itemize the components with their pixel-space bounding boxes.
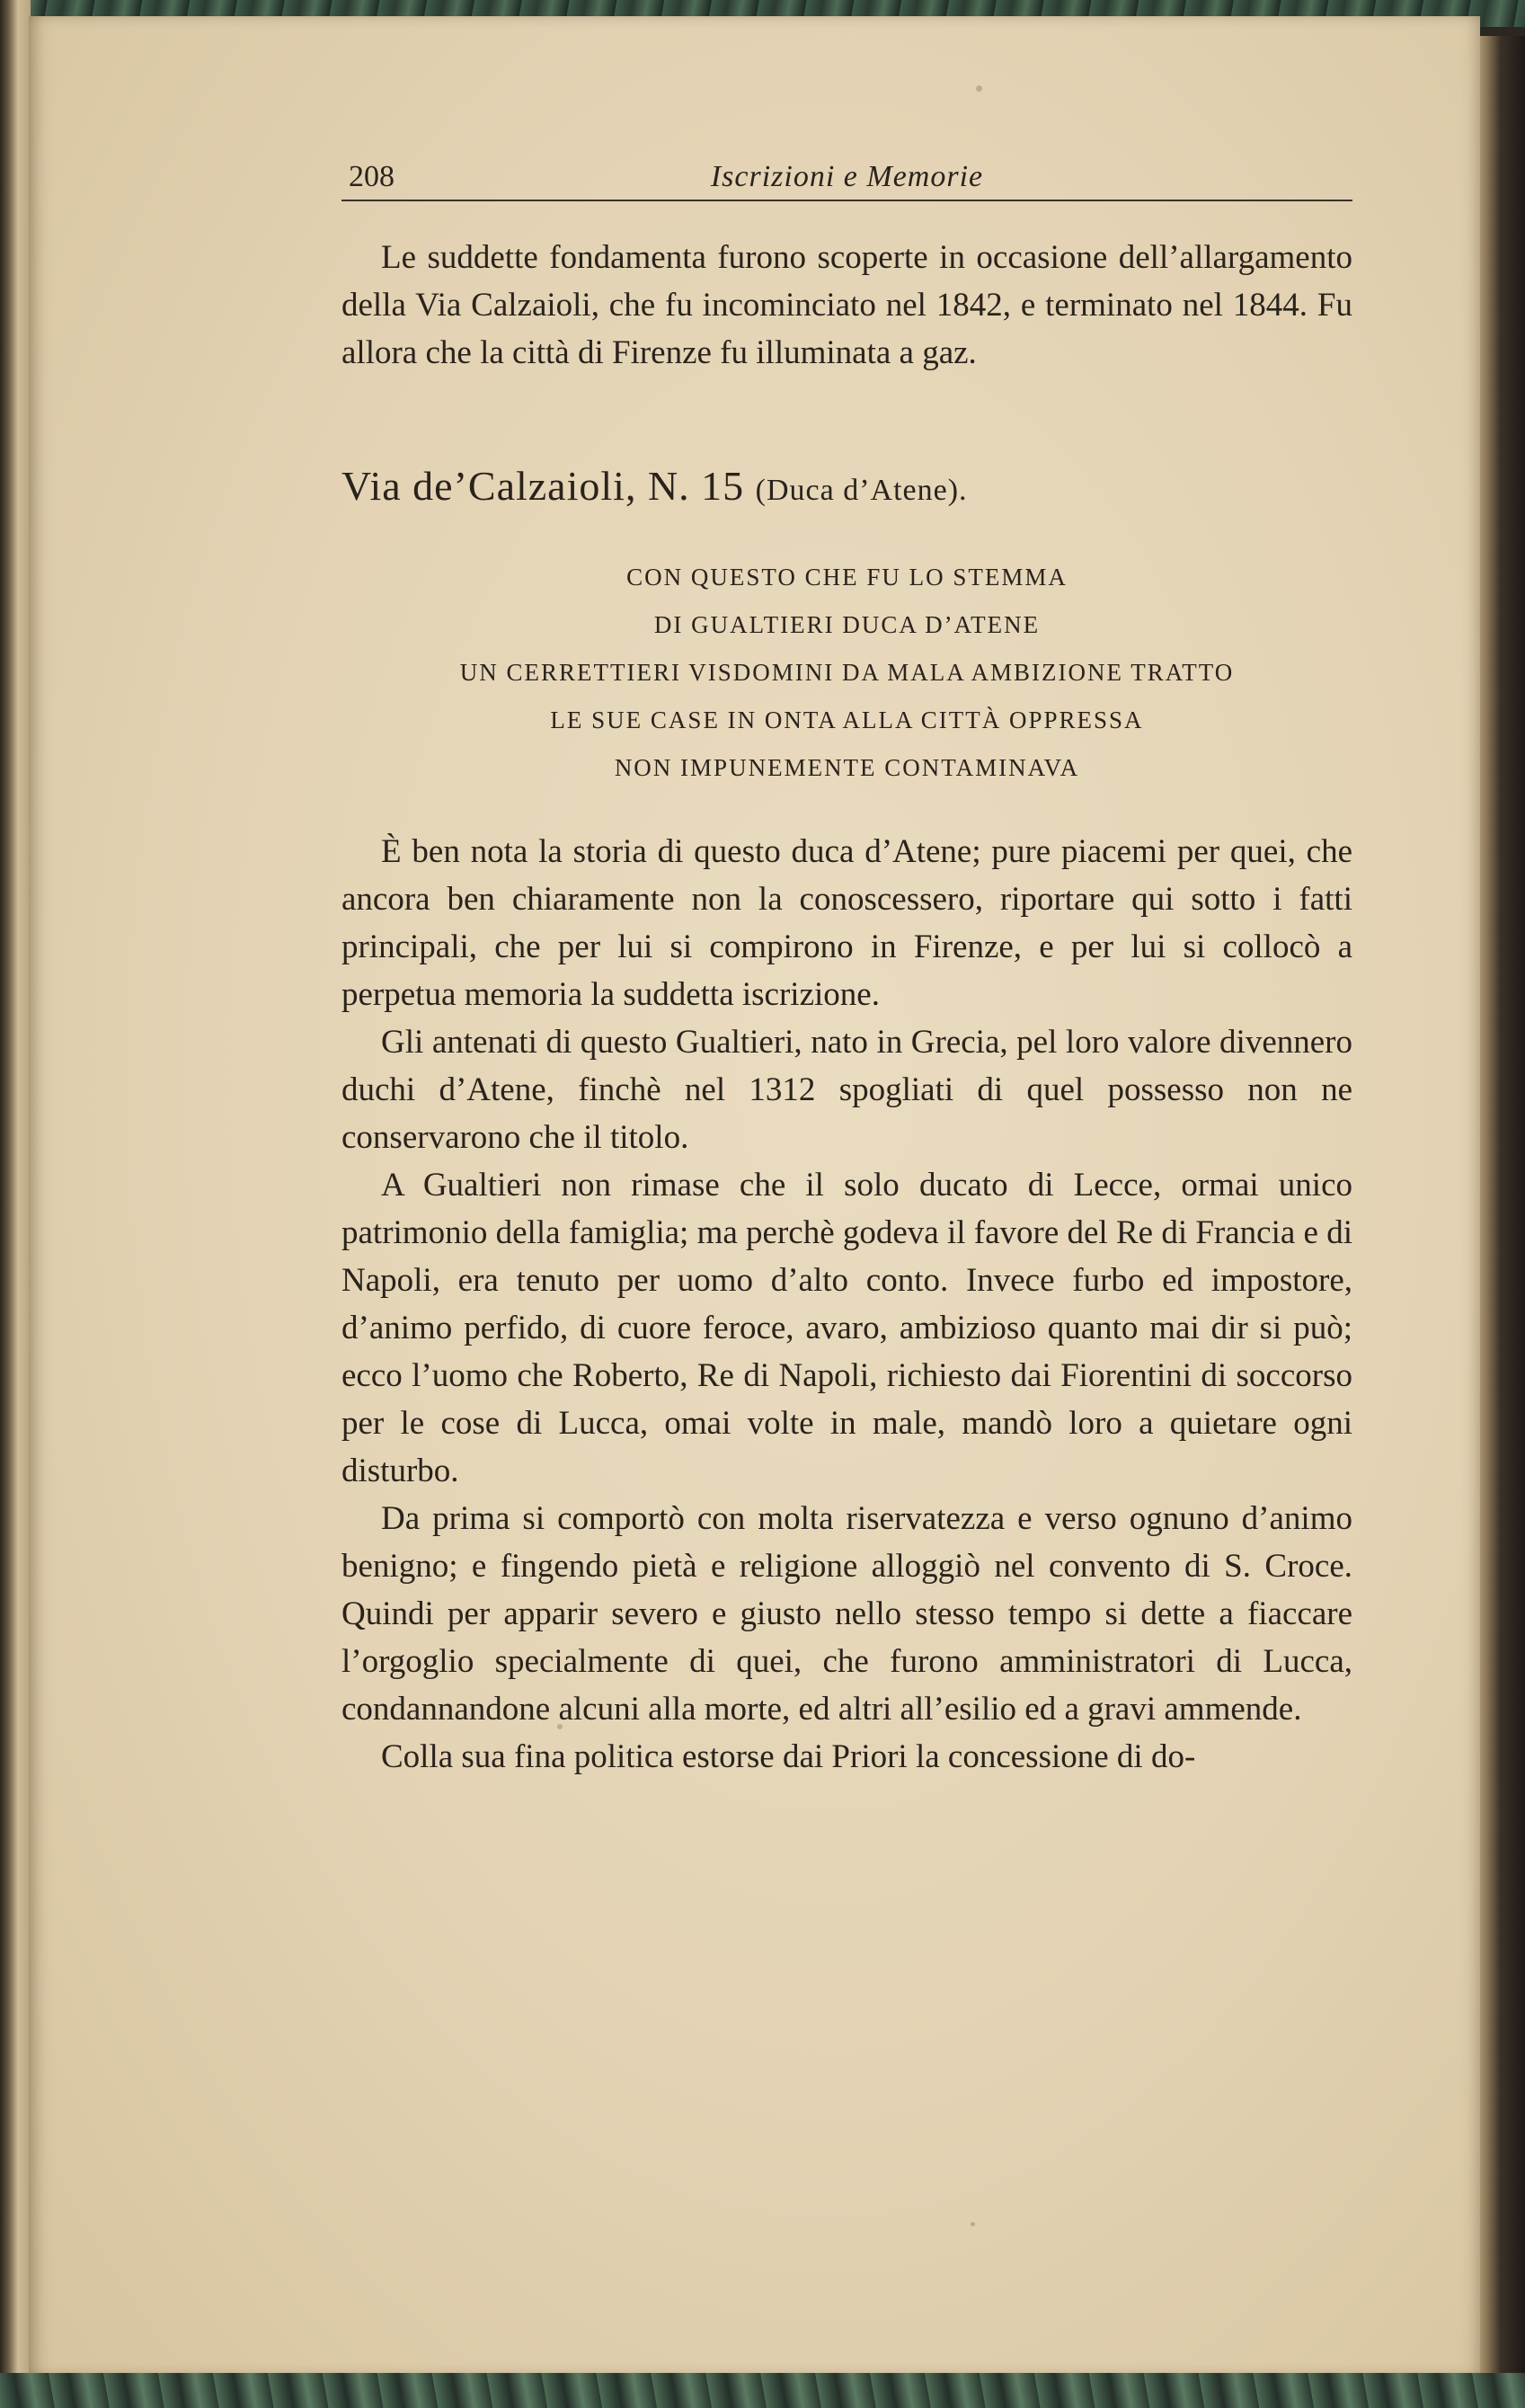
body-paragraph: Gli antenati di questo Gualtieri, nato in Grecia, pel loro valore divennero duchi d’Atene, finchè nel 1312 spogliati di quel possesso non ne conservarono che il titolo. xyxy=(341,1024,1352,1156)
page-stack-edge xyxy=(1474,36,1525,2373)
inscription-line: UN CERRETTIERI VISDOMINI DA MALA AMBIZIONE TRATTO xyxy=(459,659,1235,686)
body-text xyxy=(341,828,1352,1781)
intro-paragraph: Le suddette fondamenta furono scoperte in occasione dell’allargamento della Via Calzaioli, che fu incominciato nel 1842, e terminato nel 1844. Fu allora che la città di Firenze fu illuminata a gaz. xyxy=(341,239,1352,371)
section-heading-title: Via de’Calzaioli, N. 15 xyxy=(341,463,745,509)
marbled-book-edge-bottom xyxy=(0,2373,1525,2408)
inscription-line: LE SUE CASE IN ONTA ALLA CITTÀ OPPRESSA xyxy=(550,706,1144,733)
inscription-line: DI GUALTIERI DUCA D’ATENE xyxy=(653,611,1041,638)
page-number: 208 xyxy=(349,160,395,193)
section-heading xyxy=(341,459,1352,518)
paper-spot xyxy=(971,2222,975,2226)
inscription-line: NON IMPUNEMENTE CONTAMINAVA xyxy=(614,754,1080,781)
running-head xyxy=(341,153,1352,201)
running-title: Iscrizioni e Memorie xyxy=(710,160,984,193)
book-spine-gutter xyxy=(0,0,31,2408)
body-paragraph: Colla sua fina politica estorse dai Priori la concessione di do- xyxy=(381,1738,1196,1775)
page-content xyxy=(341,153,1352,1781)
section-heading-subtitle: (Duca d’Atene). xyxy=(755,474,968,507)
inscription-line: CON QUESTO CHE FU LO STEMMA xyxy=(626,564,1068,591)
body-paragraph: È ben nota la storia di questo duca d’Atene; pure piacemi per quei, che ancora ben chiaramente non la conoscessero, riportare qui sotto i fatti principali, che per lui si compirono in Firenze, e per lui si collocò a perpetua memoria la suddetta iscrizione. xyxy=(341,833,1352,1013)
inscription-block xyxy=(341,554,1352,792)
body-paragraph: A Gualtieri non rimase che il solo ducato di Lecce, ormai unico patrimonio della famiglia; ma perchè godeva il favore del Re di Francia e di Napoli, era tenuto per uomo d’alto conto. Invece furbo ed impostore, d’animo perfido, di cuore feroce, avaro, ambizioso quanto mai dir si può; ecco l’uomo che Roberto, Re di Napoli, richiesto dai Fiorentini di soccorso per le cose di Lucca, omai volte in male, mandò loro a quietare ogni disturbo. xyxy=(341,1167,1352,1489)
paper-spot xyxy=(976,85,982,92)
body-paragraph: Da prima si comportò con molta riservatezza e verso ognuno d’animo benigno; e fingendo pietà e religione alloggiò nel convento di S. Croce. Quindi per apparir severo e giusto nello stesso tempo si dette a fiaccare l’orgoglio specialmente di quei, che furono amministratori di Lucca, condannandone alcuni alla morte, ed altri all’esilio ed a gravi ammende. xyxy=(341,1500,1352,1728)
